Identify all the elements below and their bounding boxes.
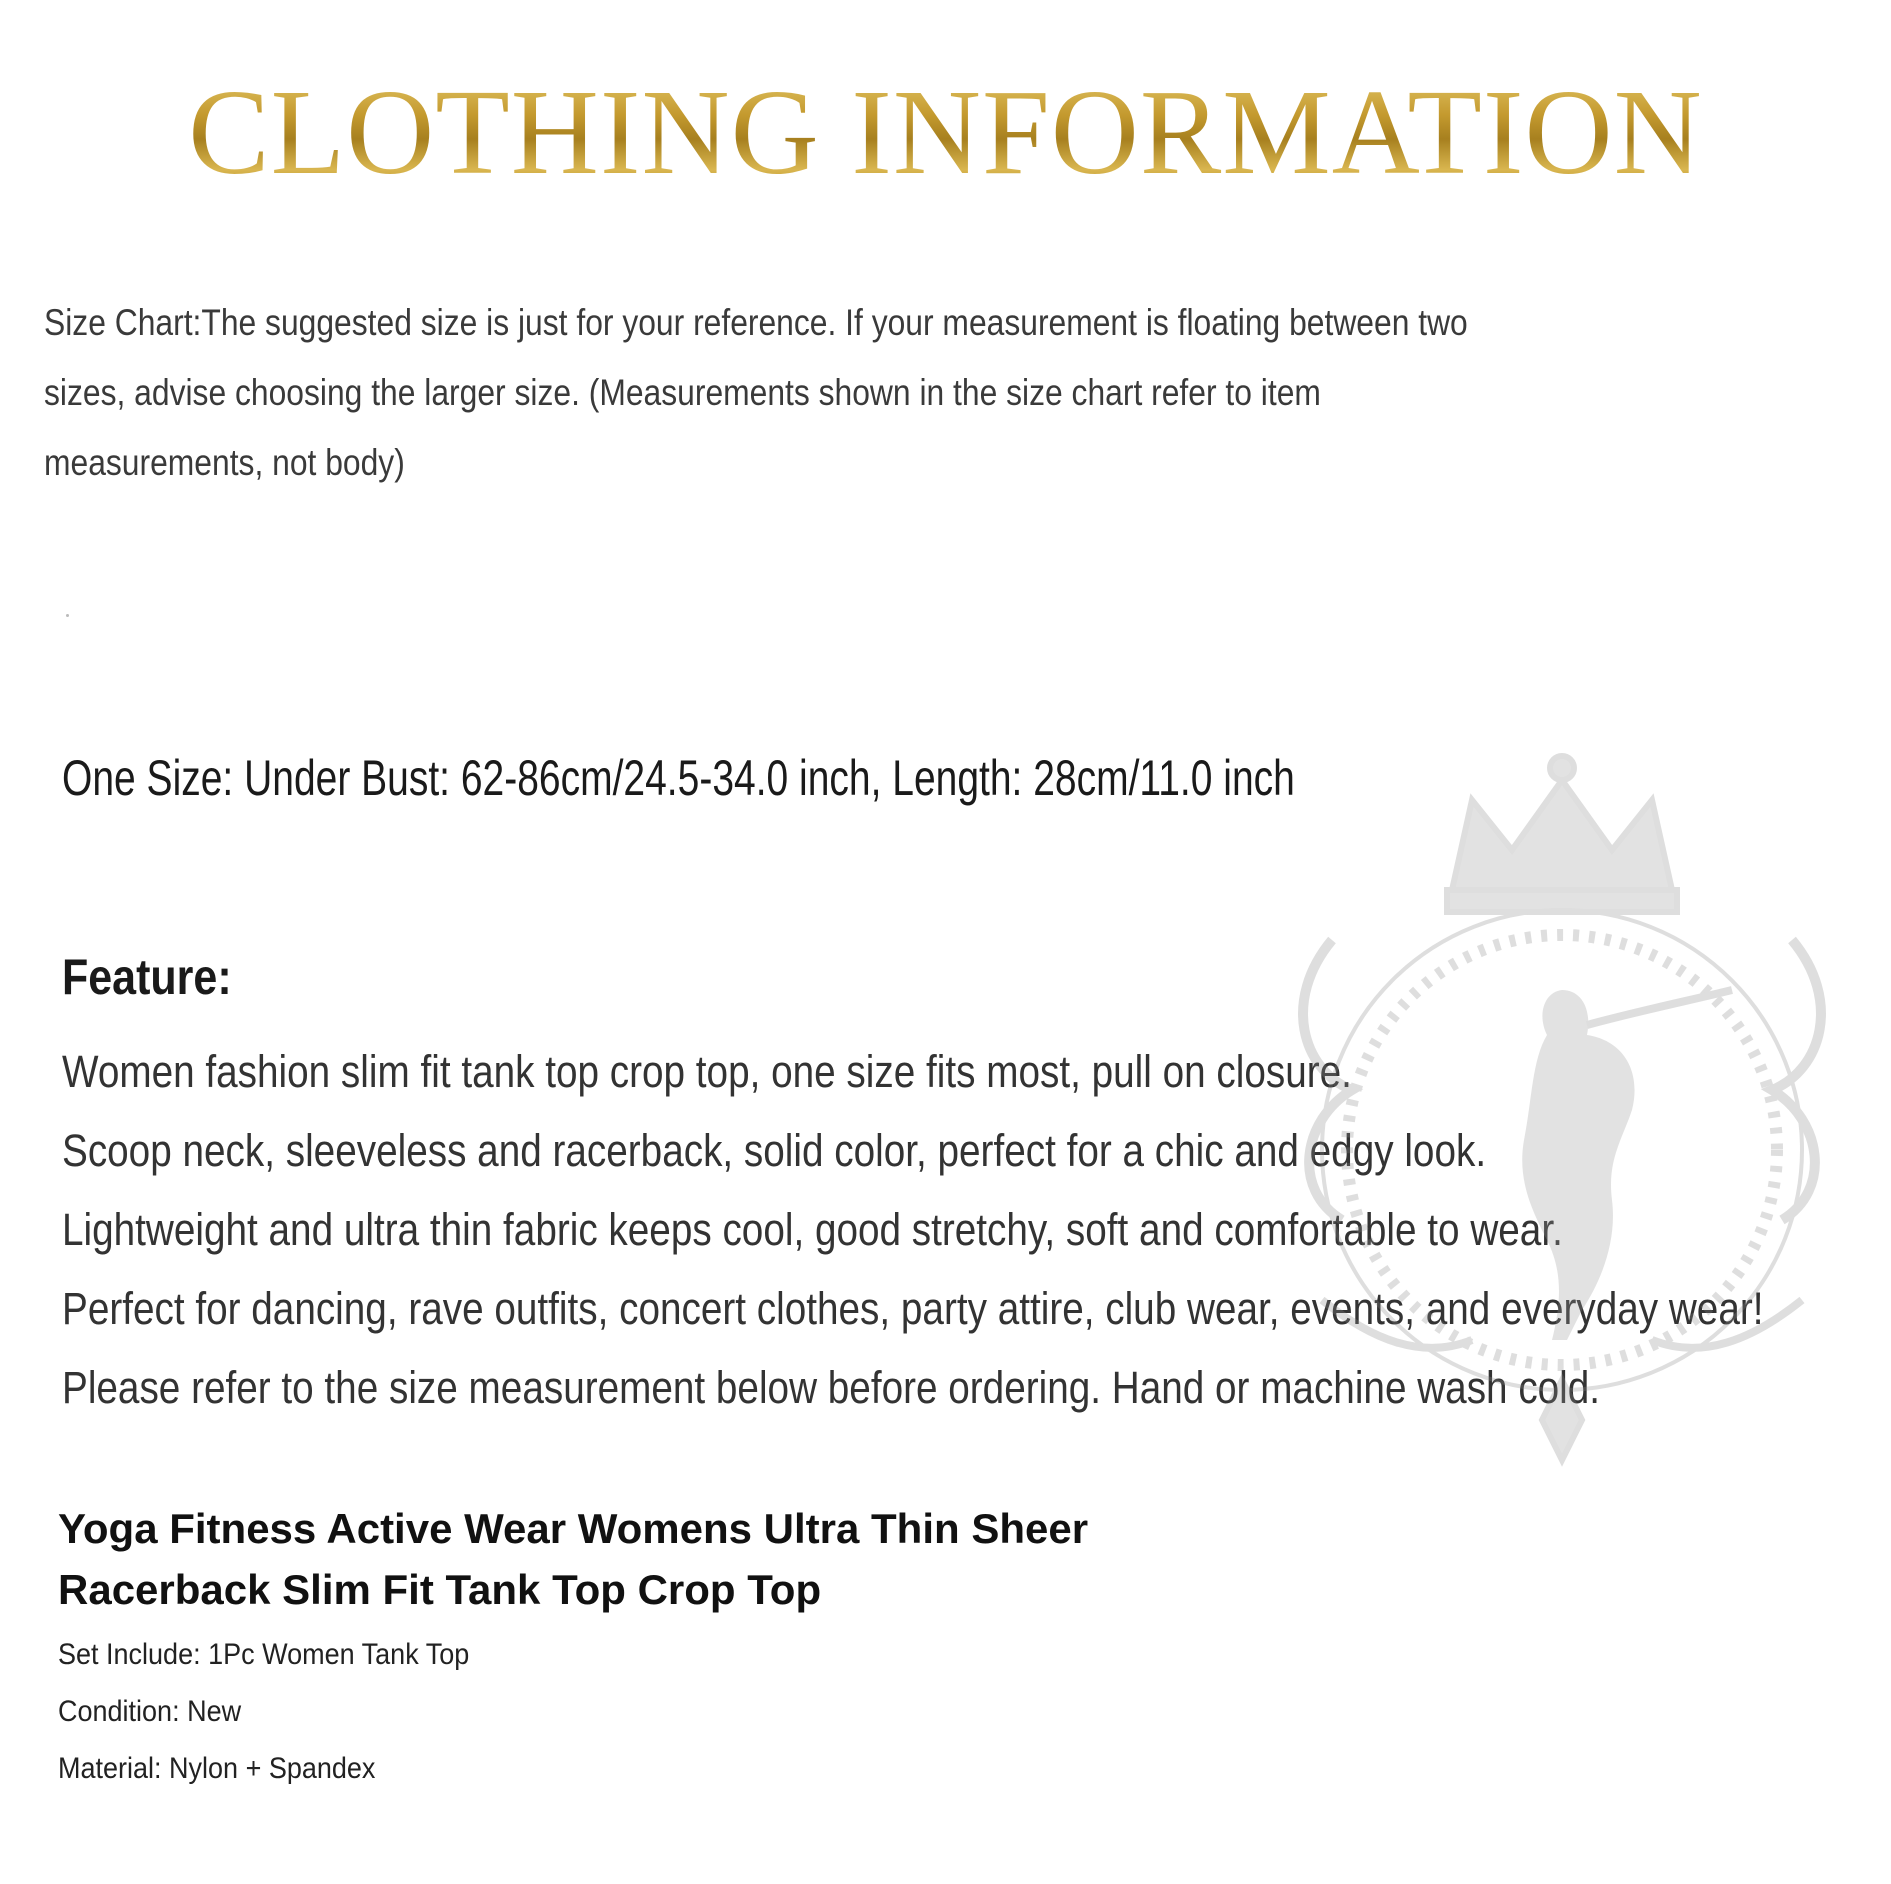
- feature-list: [62, 1032, 1763, 1427]
- size-chart-note: Size Chart:The suggested size is just for your reference. If your measurement is floating between two sizes, advise choosing the larger size. (Measurements shown in the size chart refer to item measurements, not body): [44, 302, 1468, 483]
- page-title: CLOTHING INFORMATION: [0, 72, 1891, 194]
- stray-dot: [66, 614, 69, 617]
- product-title: [58, 1498, 1258, 1620]
- spec-condition: Condition: New: [58, 1695, 242, 1728]
- product-title-line-2: Racerback Slim Fit Tank Top Crop Top: [58, 1566, 822, 1613]
- feature-item: Women fashion slim fit tank top crop top, one size fits most, pull on closure.: [62, 1046, 1352, 1097]
- spec-material: Material: Nylon + Spandex: [58, 1752, 376, 1785]
- feature-item: Perfect for dancing, rave outfits, concert clothes, party attire, club wear, events, and everyday wear!: [62, 1283, 1764, 1334]
- spec-set-include: Set Include: 1Pc Women Tank Top: [58, 1638, 470, 1671]
- feature-heading: Feature:: [62, 949, 232, 1005]
- one-size-measurements: One Size: Under Bust: 62-86cm/24.5-34.0 inch, Length: 28cm/11.0 inch: [62, 750, 1295, 806]
- feature-item: Scoop neck, sleeveless and racerback, solid color, perfect for a chic and edgy look.: [62, 1125, 1487, 1176]
- feature-item: Lightweight and ultra thin fabric keeps cool, good stretchy, soft and comfortable to wear.: [62, 1204, 1563, 1255]
- product-specs: [58, 1626, 469, 1797]
- product-title-line-1: Yoga Fitness Active Wear Womens Ultra Thin Sheer: [58, 1505, 1089, 1552]
- feature-item: Please refer to the size measurement below before ordering. Hand or machine wash cold.: [62, 1362, 1601, 1413]
